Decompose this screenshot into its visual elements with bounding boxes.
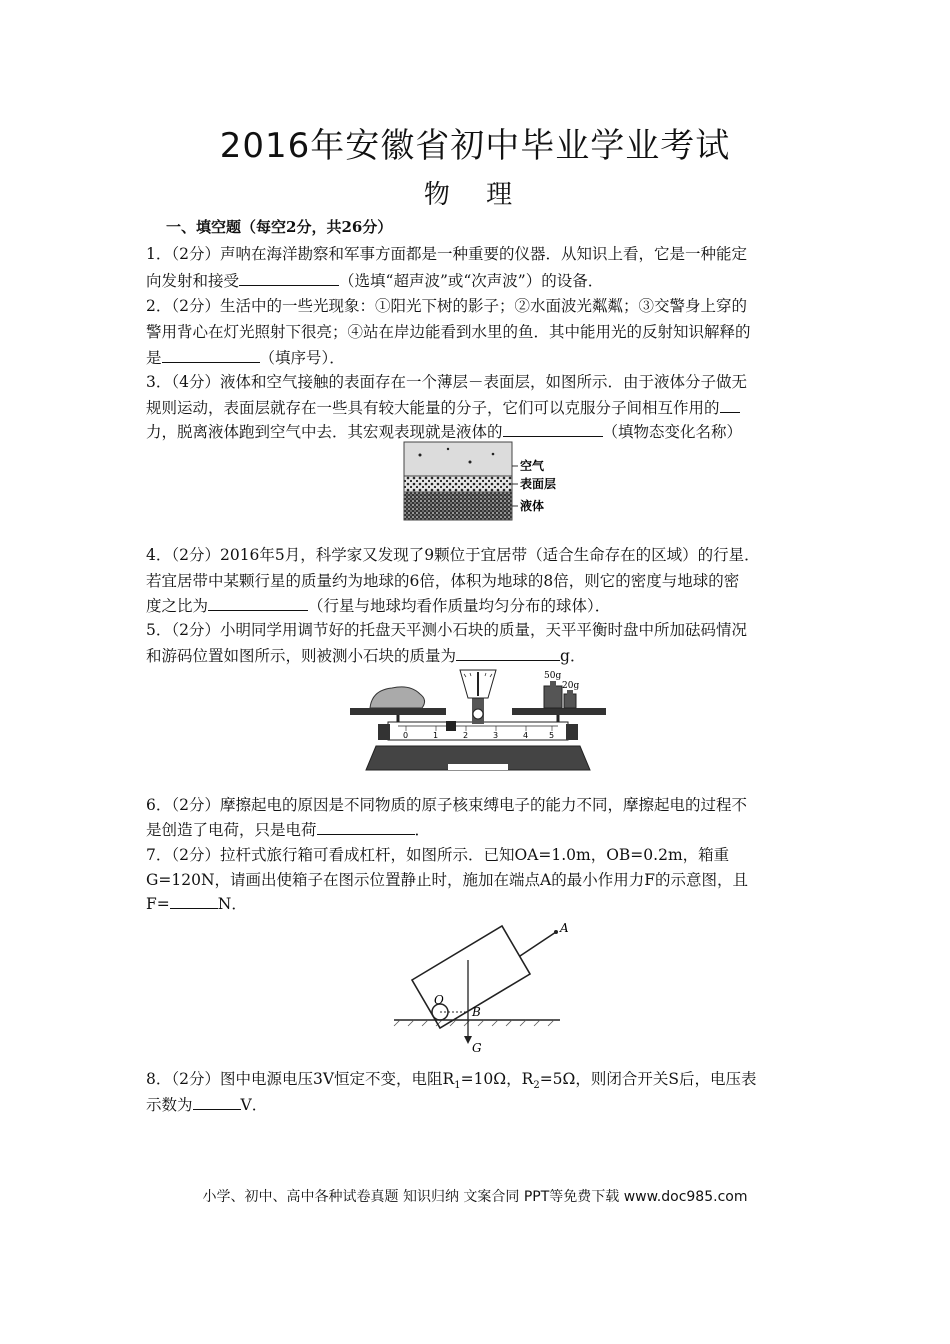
weight-20g	[564, 694, 576, 708]
left-pan	[350, 708, 446, 715]
label-50g: 50g	[544, 671, 562, 681]
label-air: 空气	[520, 459, 545, 473]
label-surface: 表面层	[520, 477, 557, 491]
q6-line1: 6．（2分）摩擦起电的原因是不同物质的原子核束缚电子的能力不同，摩擦起电的过程不	[146, 796, 747, 814]
q1-text-a: 向发射和接受	[146, 272, 240, 290]
q7-text-b: N．	[217, 895, 247, 913]
q3-line2	[146, 396, 740, 418]
scale-3: 3	[493, 731, 499, 740]
q8-text-b: =10Ω，R	[460, 1070, 534, 1088]
q4-line2: 若宜居带中某颗行星的质量约为地球的6倍，体积为地球的8倍，则它的密度与地球的密	[146, 572, 740, 590]
rider-weight	[446, 721, 456, 731]
q5-line2	[146, 644, 585, 666]
q8-sub-2: 2	[533, 1080, 540, 1092]
q4-text-a: 度之比为	[146, 597, 209, 615]
q5-text-a: 和游码位置如图所示，则被测小石块的质量为	[146, 647, 457, 665]
q8-line2	[146, 1093, 267, 1115]
scale-5: 5	[549, 731, 555, 740]
liquid-region	[404, 492, 512, 520]
q8-text-d: 示数为	[146, 1096, 193, 1114]
subject-title: 物 理	[423, 180, 527, 210]
page-footer: 小学、初中、高中各种试卷真题 知识归纳 文案合同 PPT等免费下载 www.doc985.com	[202, 1189, 748, 1205]
q6-text-a: 是创造了电荷，只是电荷	[146, 821, 317, 839]
scale-4: 4	[523, 731, 529, 740]
q3-line3	[146, 420, 742, 442]
q6-line2	[146, 818, 430, 840]
handle	[520, 932, 556, 956]
surface-layer-figure	[400, 440, 560, 522]
q7-line3	[146, 892, 247, 914]
scale-2: 2	[463, 731, 469, 740]
q2-answer-blank[interactable]	[162, 348, 260, 363]
q7-answer-blank[interactable]	[170, 894, 218, 909]
q7-line1: 7．（2分）拉杆式旅行箱可看成杠杆，如图所示．已知OA=1.0m，OB=0.2m，箱重	[146, 846, 730, 864]
beam-scale	[388, 722, 568, 740]
q8-text-a: 8．（2分）图中电源电压3V恒定不变，电阻R	[146, 1070, 455, 1088]
q8-sub-1: 1	[454, 1080, 461, 1092]
label-A: A	[560, 921, 569, 935]
air-region	[404, 442, 512, 476]
q5-answer-blank[interactable]	[456, 646, 560, 661]
exam-title: 2016年安徽省初中毕业学业考试	[219, 126, 731, 166]
label-G: G	[472, 1041, 482, 1055]
q6-text-b: ．	[414, 821, 431, 839]
q4-text-b: （行星与地球均看作质量均匀分布的球体）．	[308, 597, 611, 615]
q1-answer-blank[interactable]	[239, 271, 339, 286]
q2-line2: 警用背心在灯光照射下很亮；④站在岸边能看到水里的鱼．其中能用光的反射知识解释的	[146, 323, 751, 341]
gravity-arrow	[464, 1036, 472, 1044]
q7-line2: G=120N，请画出使箱子在图示位置静止时，施加在端点A的最小作用力F的示意图，且	[146, 871, 748, 889]
q2-line1: 2．（2分）生活中的一些光现象：①阳光下树的影子；②水面波光粼粼；③交警身上穿的	[146, 297, 747, 315]
q4-line1: 4．（2分）2016年5月，科学家又发现了9颗位于宜居带（适合生命存在的区域）的行星．	[146, 546, 760, 564]
q4-line3	[146, 594, 610, 616]
q8-line1	[146, 1067, 757, 1091]
q2-line3	[146, 346, 345, 368]
q2-text-a: 是	[146, 349, 162, 367]
q3-answer-blank-2[interactable]	[503, 422, 603, 437]
scale-1: 1	[433, 731, 439, 740]
q4-answer-blank[interactable]	[208, 596, 308, 611]
surface-layer-region	[404, 476, 512, 492]
label-O: O	[434, 993, 444, 1007]
scale-0: 0	[403, 731, 409, 740]
suitcase	[412, 926, 530, 1028]
label-20g: 20g	[562, 681, 580, 691]
q6-answer-blank[interactable]	[317, 820, 415, 835]
q8-text-e: V．	[240, 1096, 268, 1114]
q5-line1: 5．（2分）小明同学用调节好的托盘天平测小石块的质量，天平平衡时盘中所加砝码情况	[146, 621, 747, 639]
q8-answer-blank[interactable]	[193, 1095, 241, 1110]
q8-text-c: =5Ω，则闭合开关S后，电压表	[539, 1070, 757, 1088]
q2-text-b: （填序号）．	[259, 349, 345, 367]
q3-text-c: （填物态变化名称）	[602, 423, 743, 441]
balance-figure	[348, 664, 608, 774]
q1-line1: 1．（2分）声呐在海洋勘察和军事方面都是一种重要的仪器．从知识上看，它是一种能定	[146, 245, 747, 263]
q3-text-b: 力，脱离液体跑到空气中去．其宏观表现就是液体的	[146, 423, 503, 441]
stone	[370, 687, 425, 708]
q3-line1: 3．（4分）液体和空气接触的表面存在一个薄层－表面层，如图所示．由于液体分子做无	[146, 373, 747, 391]
q3-answer-blank-1[interactable]	[720, 398, 740, 413]
q3-text-a: 规则运动，表面层就存在一些具有较大能量的分子，它们可以克服分子间相互作用的	[146, 399, 720, 417]
right-pan	[512, 708, 606, 715]
suitcase-lever-figure	[390, 908, 570, 1058]
q5-text-b: g．	[560, 647, 586, 665]
q7-text-a: F=	[146, 895, 170, 913]
label-liquid: 液体	[520, 499, 545, 513]
q1-text-b: （选填“超声波”或“次声波”）的设备．	[339, 272, 604, 290]
weight-50g	[544, 686, 562, 708]
q1-line2	[146, 269, 603, 291]
label-B: B	[472, 1005, 481, 1019]
section-heading: 一、填空题（每空2分，共26分）	[166, 218, 393, 236]
